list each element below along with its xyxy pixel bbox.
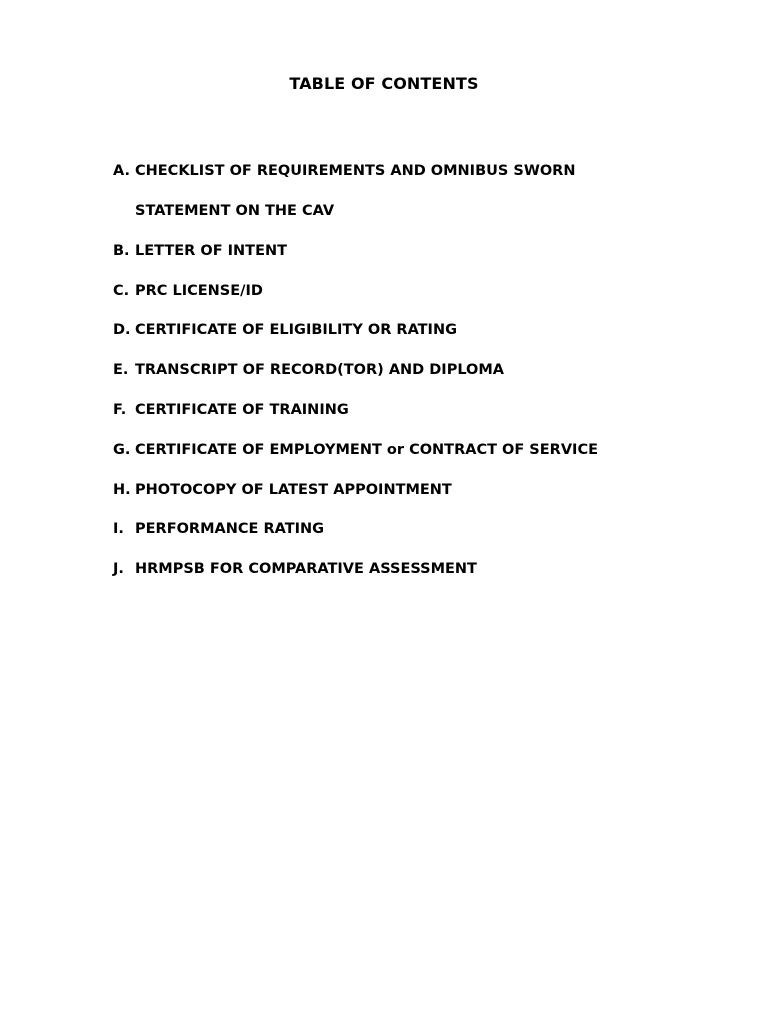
toc-item-f [113, 400, 733, 420]
toc-item-letter: B. [113, 242, 130, 259]
toc-item-line: CERTIFICATE OF TRAINING [135, 401, 349, 418]
toc-item-letter: E. [113, 362, 129, 379]
toc-item-text [135, 360, 733, 380]
toc-item-d [113, 320, 733, 340]
toc-item-letter: A. [113, 163, 130, 179]
toc-item-text [135, 400, 733, 420]
toc-item-a [113, 161, 733, 221]
toc-item-e [113, 360, 733, 380]
toc-item-line: HRMPSB FOR COMPARATIVE ASSESSMENT [135, 561, 477, 578]
toc-item-letter: C. [113, 282, 130, 299]
toc-item-line: CHECKLIST OF REQUIREMENTS AND OMNIBUS SWORN [135, 163, 576, 179]
toc-item-text [135, 559, 733, 579]
toc-item-line: PERFORMANCE RATING [135, 521, 325, 538]
toc-item-letter: F. [113, 401, 127, 418]
toc-item-text [135, 241, 733, 261]
toc-item-line: PHOTOCOPY OF LATEST APPOINTMENT [135, 481, 452, 498]
toc-item-letter: H. [113, 481, 131, 498]
toc-item-line: LETTER OF INTENT [135, 242, 288, 259]
toc-item-text [135, 281, 733, 301]
toc-item-letter: I. [113, 521, 124, 538]
toc-item-text [135, 320, 733, 340]
toc-item-line: STATEMENT ON THE CAV [135, 203, 335, 219]
toc-item-line: PRC LICENSE/ID [135, 282, 263, 299]
toc-item-line: CERTIFICATE OF EMPLOYMENT or CONTRACT OF SERVICE [135, 441, 598, 458]
toc-item-j [113, 559, 733, 579]
toc-item-text [135, 161, 733, 221]
toc-item-line: TRANSCRIPT OF RECORD(TOR) AND DIPLOMA [135, 362, 505, 379]
toc-item-line: CERTIFICATE OF ELIGIBILITY OR RATING [135, 322, 457, 339]
toc-item-i [113, 519, 733, 539]
toc-item-letter: J. [113, 561, 124, 578]
toc-item-text [135, 480, 733, 500]
toc-item-b [113, 241, 733, 261]
toc-item-letter: G. [113, 441, 131, 458]
toc-item-h [113, 480, 733, 500]
table-of-contents-list [113, 161, 733, 599]
toc-item-c [113, 281, 733, 301]
page-title: TABLE OF CONTENTS [289, 74, 479, 93]
toc-item-text [135, 519, 733, 539]
toc-item-text [135, 440, 733, 460]
toc-item-g [113, 440, 733, 460]
toc-item-letter: D. [113, 322, 131, 339]
